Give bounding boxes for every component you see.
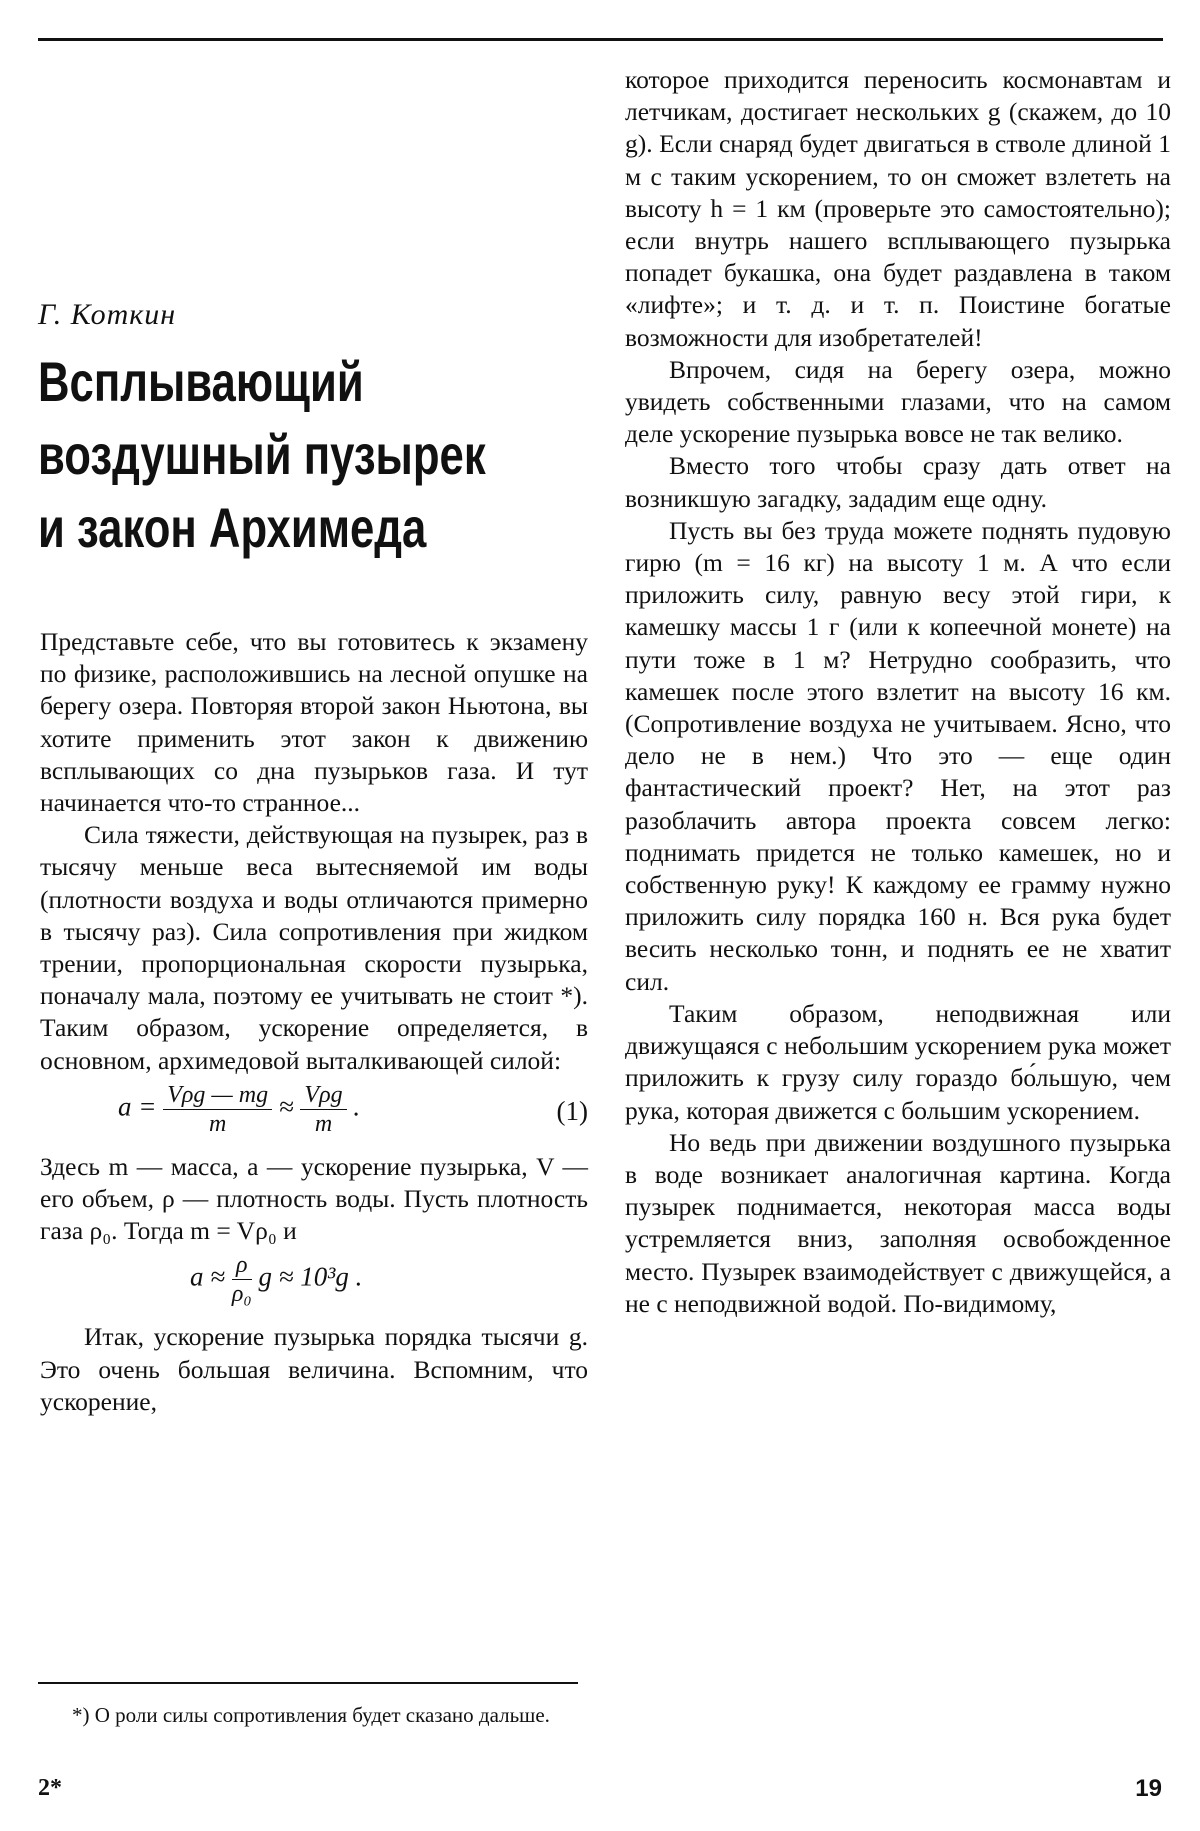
paragraph: Пусть вы без труда можете поднять пудовую гирю (m = 16 кг) на высоту 1 м. А что если приложить силу, равную весу этой гири, к камешку массы 1 г (или к копеечной монете) на пути тоже в 1 м? Нетрудно сообразить, что камешек после этого взлетит на высоту 16 км. (Сопротивление воздуха не учитываем. Ясно, что дело не в нем.) Что это — еще один фантастический проект? Нет, на этот раз разоблачить автора проекта совсем легко: поднимать придется не только камешек, но и собственную руку! К каждому ее грамму нужно приложить силу порядка 160 н. Вся рука будет весить несколько тонн, и поднять ее не хватит сил. — [625, 515, 1171, 996]
paragraph: Таким образом, неподвижная или движущаяся с небольшим ускорением рука может приложить к грузу силу гораздо бо́льшую, чем рука, которая движется с большим ускорением. — [625, 998, 1171, 1125]
eq1-denominator-2: m — [314, 1110, 333, 1137]
eq2-numerator: ρ — [232, 1251, 252, 1280]
paragraph: Но ведь при движении воздушного пузырька в воде возникает аналогичная картина. Когда пузырек поднимается, некоторая масса воды устремляется вниз, заполняя освобожденное место. Пузырек взаимодействует с движущейся, а не с неподвижной водой. По-видимому, — [625, 1127, 1171, 1318]
eq1-numerator-2: Vρg — [300, 1081, 346, 1110]
left-column — [40, 626, 588, 1418]
footnote-rule — [38, 1682, 578, 1684]
paragraph: Вместо того чтобы сразу дать ответ на возникшую загадку, зададим еще одну. — [625, 451, 1171, 513]
equation-1 — [40, 1077, 588, 1151]
eq1-fraction-1 — [163, 1081, 272, 1138]
equation-number: (1) — [556, 1095, 588, 1126]
eq2-rhs: g ≈ 10³g . — [258, 1262, 363, 1293]
eq2-lhs: a ≈ — [190, 1262, 226, 1293]
paragraph: Здесь m — масса, a — ускорение пузырька, V — его объем, ρ — плотность воды. Пусть плотность газа ρ₀. Тогда m = Vρ₀ и — [40, 1151, 588, 1246]
article-title — [38, 345, 598, 564]
eq2-denominator: ρ₀ — [231, 1281, 252, 1308]
top-rule — [38, 38, 1163, 41]
paragraph: Сила тяжести, действующая на пузырек, раз в тысячу меньше веса вытесняемой им воды (плотности воздуха и воды отличаются примерно в тысячу раз). Сила сопротивления при жидком трении, пропорциональная скорости пузырька, поначалу мала, поэтому ее учитывать не стоит *). Таким образом, ускорение определяется, в основном, архимедовой выталкивающей силой: — [40, 820, 588, 1075]
equation-2 — [40, 1247, 588, 1321]
author-name: Г. Коткин — [38, 298, 177, 331]
right-column — [625, 64, 1171, 1320]
eq1-denominator-1: m — [208, 1110, 227, 1137]
eq1-lhs: a = — [118, 1091, 157, 1122]
eq2-fraction — [232, 1251, 252, 1308]
footnote: *) О роли силы сопротивления будет сказано дальше. — [72, 1703, 550, 1727]
paragraph: Итак, ускорение пузырька порядка тысячи g. Это очень большая величина. Вспомним, что ускорение, — [40, 1322, 588, 1416]
eq1-tail: . — [353, 1091, 361, 1122]
eq1-fraction-2 — [300, 1081, 346, 1138]
paragraph: Впрочем, сидя на берегу озера, можно увидеть собственными глазами, что на самом деле ускорение пузырька вовсе не так велико. — [625, 354, 1171, 449]
paragraph: Представьте себе, что вы готовитесь к экзамену по физике, расположившись на лесной опушке на берегу озера. Повторяя второй закон Ньютона, вы хотите применить этот закон к движению всплывающих со дна пузырьков газа. И тут начинается что-то странное... — [40, 627, 588, 818]
paragraph: которое приходится переносить космонавтам и летчикам, достигает нескольких g (скажем, до 10 g). Если снаряд будет двигаться в стволе длиной 1 м с таким ускорением, то он сможет взлететь на высоту h = 1 км (проверьте это самостоятельно); если внутрь нашего всплывающего пузырька попадет букашка, она будет раздавлена в таком «лифте»; и т. д. и т. п. Поистине богатые возможности для изобретателей! — [625, 65, 1171, 352]
title-line-2: воздушный пузырек — [38, 423, 486, 486]
page-number: 19 — [1135, 1775, 1162, 1802]
eq1-numerator-1: Vρg — mg — [163, 1081, 272, 1110]
title-line-1: Всплывающий — [38, 350, 364, 413]
page-marker: 2* — [38, 1775, 62, 1801]
eq1-approx: ≈ — [278, 1091, 294, 1122]
title-line-3: и закон Архимеда — [38, 496, 427, 559]
